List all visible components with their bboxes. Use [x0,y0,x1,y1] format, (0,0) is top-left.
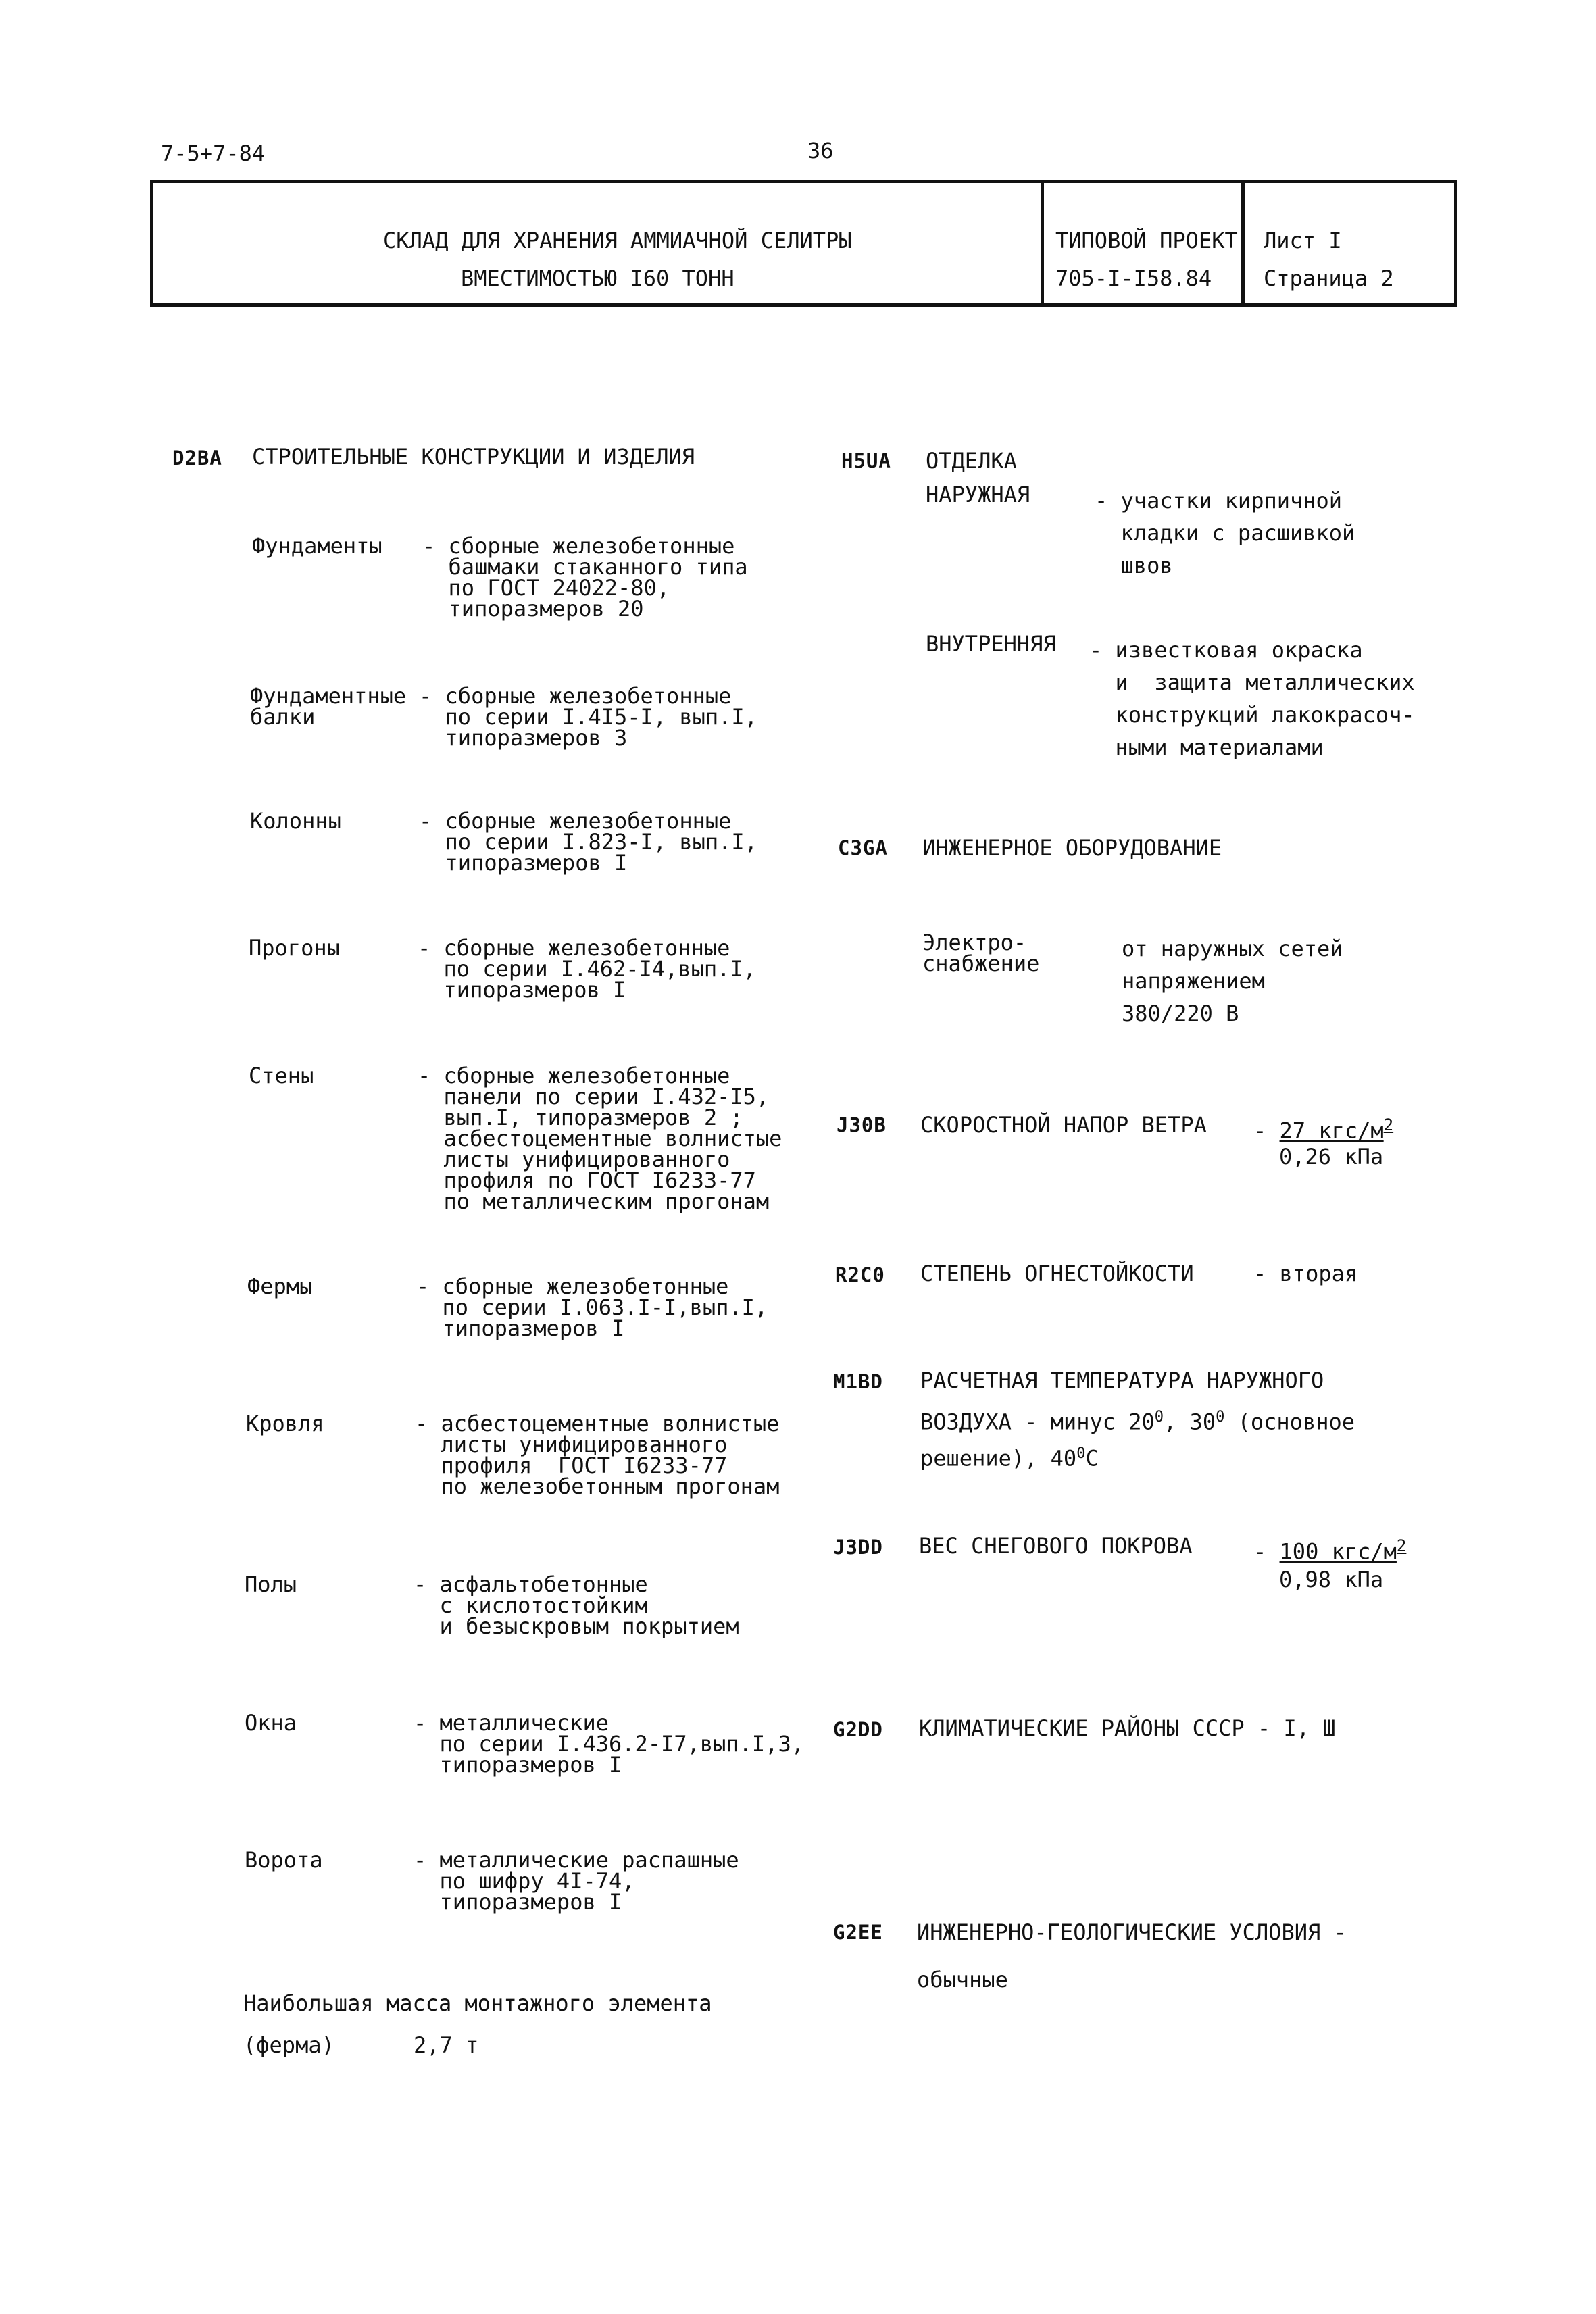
project-type-label: ТИПОВОЙ ПРОЕКТ [1055,228,1238,253]
section-code: G2DD [833,1718,883,1741]
item-description: - сборные железобетонные башмаки стаканного типа по ГОСТ 24022-80, типоразмеров 20 [422,533,748,622]
degree-mark: 0 [1216,1409,1225,1426]
geology-line2: обычные [917,1967,1008,1992]
finish-outer-description: - участки кирпичной кладки с расшивкой швов [1095,488,1355,578]
temperature-line2-part: ВОЗДУХА - минус 20 [920,1409,1155,1435]
snow-load-value-kgf: 100 кгс/м [1279,1538,1397,1565]
fire-resistance-title: СТЕПЕНЬ ОГНЕСТОЙКОСТИ [920,1261,1194,1286]
snow-load-value-kpa: 0,98 кПа [1279,1567,1384,1592]
document-code: 7-5+7-84 [161,141,266,166]
section-code: C3GA [838,836,888,859]
temperature-line3-part: решение), 40 [920,1445,1077,1472]
snow-load-value: - 100 кгс/$м^2$ [1253,1536,1407,1565]
temperature-line3 [920,1443,1099,1472]
sheet-label: Лист I [1264,228,1342,253]
temperature-line2 [920,1407,1355,1433]
wind-pressure-exponent: 2 [1383,1115,1394,1134]
item-name: Кровля [246,1411,324,1436]
section-code: D2BA [172,447,222,470]
engineering-title: ИНЖЕНЕРНОЕ ОБОРУДОВАНИЕ [922,835,1222,861]
title-block-divider [1041,183,1044,303]
power-supply-label: Электро- снабжение [922,930,1040,976]
degree-mark: 0 [1154,1409,1164,1426]
wind-pressure-value-kgf: 27 кгс/м [1279,1117,1384,1144]
section-title: СТРОИТЕЛЬНЫЕ КОНСТРУКЦИИ И ИЗДЕЛИЯ [252,444,695,470]
item-description: - сборные железобетонные панели по серии I.432-I5, вып.I, типоразмеров 2 ; асбестоцементные волнистые листы унифицированного профиля по ГОСТ I6233-77 по металлическим прогонам [418,1063,782,1214]
max-mass-item: (ферма) [243,2032,334,2058]
item-name: Фермы [247,1274,313,1299]
max-mass-value: 2,7 т [414,2032,479,2058]
temperature-line2-part: (основное [1224,1409,1355,1435]
item-description: - металлические по серии I.436.2-I7,вып.I,3, типоразмеров I [414,1710,804,1778]
item-name: Стены [249,1063,314,1088]
section-code: R2C0 [835,1263,885,1286]
item-description: - сборные железобетонные по серии I.4I5-I, вып.I, типоразмеров 3 [419,683,757,751]
item-description: - сборные железобетонные по серии I.063.I-I,вып.I, типоразмеров I [416,1274,768,1341]
page-label: Страница 2 [1264,266,1394,291]
page-number: 36 [807,138,834,164]
wind-pressure-value: - 27 кгс/$м^2$ [1253,1115,1394,1144]
climate-regions: КЛИМАТИЧЕСКИЕ РАЙОНЫ СССР - I, Ш [919,1715,1336,1741]
item-name: Фундаментные балки [250,683,407,730]
finish-title: ОТДЕЛКА [926,448,1017,474]
item-description: - сборные железобетонные по серии I.823-I, вып.I, типоразмеров I [419,808,757,876]
finish-inner-description: - известковая окраска и защита металлических конструкций лакокрасоч- ными материалами [1089,637,1415,760]
document-title-line1: СКЛАД ДЛЯ ХРАНЕНИЯ АММИАЧНОЙ СЕЛИТРЫ [383,228,852,253]
title-block-divider [1241,183,1245,303]
finish-outer-label: НАРУЖНАЯ [926,482,1030,507]
item-description: - асфальтобетонные с кислотостойким и безыскровым покрытием [414,1571,739,1639]
section-code: H5UA [841,449,891,472]
temperature-line2-part: , 30 [1164,1409,1216,1435]
section-code: M1BD [833,1370,883,1393]
item-description: - асбестоцементные волнистые листы унифицированного профиля ГОСТ I6233-77 по железобетонным прогонам [415,1411,780,1499]
item-name: Окна [245,1710,297,1736]
section-code: J30B [837,1113,887,1136]
max-mass-label: Наибольшая масса монтажного элемента [243,1990,712,2016]
fire-resistance-value: - вторая [1253,1261,1358,1286]
wind-pressure-title: СКОРОСТНОЙ НАПОР ВЕТРА [920,1112,1207,1138]
title-block [150,180,1457,307]
finish-inner-label: ВНУТРЕННЯЯ [926,631,1056,657]
item-name: Полы [245,1571,297,1597]
section-code: J3DD [833,1536,883,1559]
temperature-line3-part: C [1085,1445,1099,1472]
snow-load-exponent: 2 [1396,1536,1407,1555]
item-name: Прогоны [249,935,340,961]
degree-mark: 0 [1076,1445,1086,1462]
snow-load-title: ВЕС СНЕГОВОГО ПОКРОВА [919,1533,1193,1559]
item-name: Ворота [245,1847,323,1873]
item-name: Колонны [250,808,341,834]
power-supply-description: от наружных сетей напряжением 380/220 В [1122,936,1343,1026]
geology-line1: ИНЖЕНЕРНО-ГЕОЛОГИЧЕСКИЕ УСЛОВИЯ - [917,1919,1347,1945]
document-title-line2: ВМЕСТИМОСТЬЮ I60 ТОНН [461,266,734,291]
item-name: Фундаменты [252,533,382,559]
project-number: 705-I-I58.84 [1055,266,1212,291]
temperature-line1: РАСЧЕТНАЯ ТЕМПЕРАТУРА НАРУЖНОГО [920,1367,1324,1393]
wind-pressure-value-kpa: 0,26 кПа [1279,1144,1384,1169]
item-description: - сборные железобетонные по серии I.462-I4,вып.I, типоразмеров I [418,935,756,1003]
section-code: G2EE [833,1921,883,1944]
item-description: - металлические распашные по шифру 4I-74, типоразмеров I [414,1847,739,1915]
